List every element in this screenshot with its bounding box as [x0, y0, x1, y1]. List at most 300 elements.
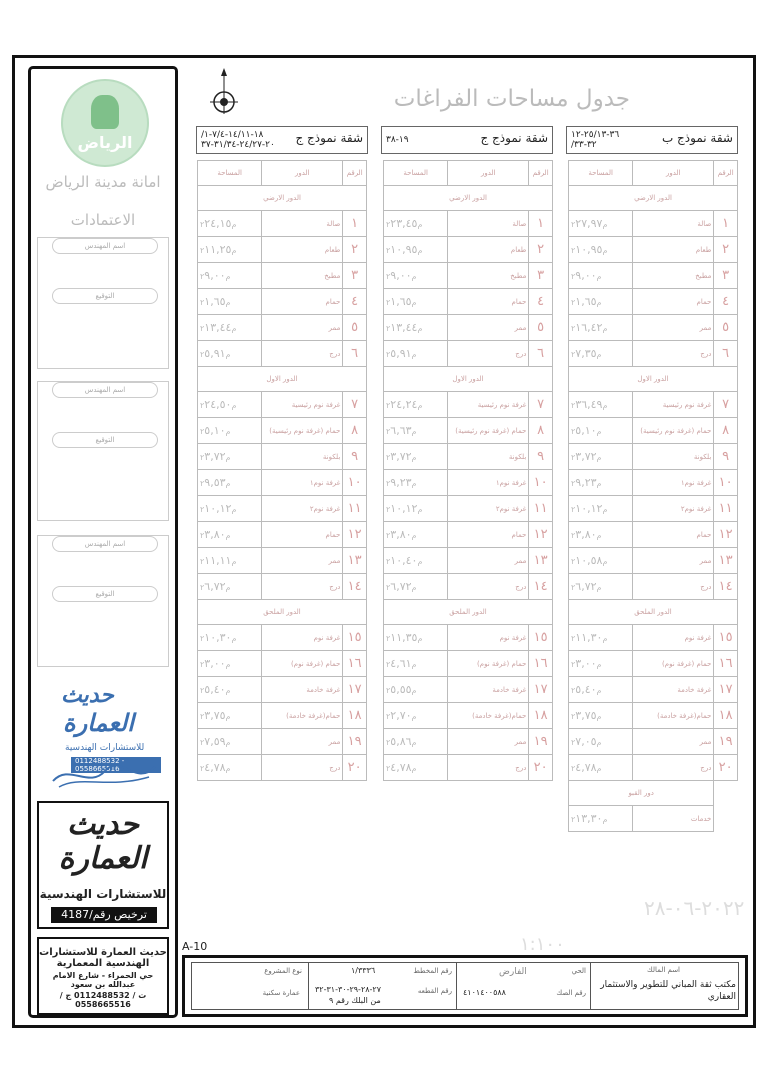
area-cell [569, 522, 633, 548]
area-cell [198, 729, 262, 755]
area-cell [569, 548, 633, 574]
section-title-basement: دور القبو [569, 781, 714, 806]
room-name: غرفة نوم رئيسية [633, 392, 714, 418]
area-cell [384, 289, 448, 315]
area-value: ١٦,٤٢ [575, 321, 603, 334]
area-value: ١,٦٥ [204, 295, 226, 308]
row-number: ٧ [343, 392, 367, 418]
area-value: ٥,٤٠ [204, 683, 226, 696]
contact-phones: ت / 0112488532 ج / 0558665516 [59, 991, 147, 1009]
row-number: ٧ [714, 392, 738, 418]
unit-label: م٢ [386, 634, 423, 643]
unit-label: م٢ [571, 583, 602, 592]
brand-line-2: العمارة [58, 841, 148, 876]
district-cell [456, 963, 590, 1009]
area-value: ٩,٢٣ [390, 476, 412, 489]
unit-label: م٢ [571, 427, 602, 436]
area-value: ١١,٢٥ [204, 243, 232, 256]
row-number: ١٥ [343, 625, 367, 651]
unit-label: م٢ [571, 738, 602, 747]
unit-label: م٢ [200, 324, 237, 333]
table-row [198, 729, 367, 755]
project-label: نوع المشروع [264, 967, 302, 975]
area-cell [198, 444, 262, 470]
room-name: مطبخ [448, 263, 529, 289]
area-cell [384, 444, 448, 470]
area-value: ١٠,٩٥ [390, 243, 418, 256]
section-row [198, 186, 367, 211]
room-name: ممر [262, 729, 343, 755]
table-row [569, 548, 738, 574]
area-value: ١٠,٣٠ [204, 631, 232, 644]
room-name: درج [262, 755, 343, 781]
area-value: ٣,٨٠ [204, 528, 226, 541]
table-row [384, 418, 553, 444]
unit-label: م٢ [386, 427, 417, 436]
table-row [569, 418, 738, 444]
area-cell [569, 470, 633, 496]
area-value: ٤,٧٨ [204, 761, 226, 774]
row-number: ٣ [343, 263, 367, 289]
area-cell [198, 625, 262, 651]
room-name: درج [448, 341, 529, 367]
unit-label: م٢ [386, 764, 417, 773]
unit-label: م٢ [571, 815, 608, 824]
unit-label: م٢ [386, 453, 417, 462]
room-name: درج [448, 574, 529, 600]
unit-label: م٢ [571, 634, 608, 643]
room-name: غرفة نوم١ [448, 470, 529, 496]
room-name: حمام [262, 522, 343, 548]
municipality-name: امانة مدينة الرياض [45, 173, 161, 191]
room-name: ممر [262, 548, 343, 574]
section-title-annex: الدور الملحق [384, 600, 553, 625]
table-row [198, 574, 367, 600]
table-row [384, 341, 553, 367]
engineer-label: اسم المهندس [52, 238, 158, 254]
row-number: ٦ [343, 341, 367, 367]
area-cell [384, 341, 448, 367]
table-row [384, 211, 553, 237]
signature-label: التوقيع [52, 432, 158, 448]
area-cell [569, 237, 633, 263]
drawing-date: ٢٠٢٢-٠٦-٢٨ [644, 896, 745, 920]
unit-label: م٢ [386, 738, 417, 747]
area-value: ٢٤,١٥ [204, 217, 232, 230]
area-cell [198, 211, 262, 237]
section-row [569, 600, 738, 625]
area-value: ٧,٠٥ [575, 735, 597, 748]
area-cell [384, 574, 448, 600]
unit-label: م٢ [571, 220, 608, 229]
area-value: ٢٤,٢٤ [390, 398, 418, 411]
table-row [569, 444, 738, 470]
unit-label: م٢ [386, 479, 417, 488]
area-value: ٣,٧٥ [575, 709, 597, 722]
signature-scribble-icon [49, 759, 159, 791]
area-cell [569, 755, 633, 781]
unit-label: م٢ [571, 350, 602, 359]
unit-label: م٢ [200, 557, 237, 566]
area-value: ٢٧,٩٧ [575, 217, 603, 230]
row-number: ٥ [714, 315, 738, 341]
table-header-row [198, 161, 367, 186]
room-name: حمام (غرفة نوم رئيسية) [633, 418, 714, 444]
section-title-first: الدور الاول [569, 367, 738, 392]
area-value: ١٣,٤٤ [204, 321, 232, 334]
row-number: ٢٠ [714, 755, 738, 781]
area-cell [384, 496, 448, 522]
approval-box-1 [37, 237, 169, 369]
column-header-floor: الدور [633, 161, 714, 186]
owner-label: اسم المالك [647, 966, 680, 974]
area-cell [569, 263, 633, 289]
section-row [569, 367, 738, 392]
room-name: مطبخ [262, 263, 343, 289]
space-table-c1 [383, 160, 553, 781]
area-cell [569, 703, 633, 729]
column-header-num: الرقم [343, 161, 367, 186]
table-header-row [384, 161, 553, 186]
area-value: ٥,٥٥ [390, 683, 412, 696]
room-name: غرفة نوم رئيسية [448, 392, 529, 418]
area-value: ٥,١٠ [204, 424, 226, 437]
unit-label: م٢ [386, 350, 417, 359]
table-row [198, 418, 367, 444]
stamp-line-4: 0112488532 - 0558665516 [71, 757, 161, 773]
table-row [569, 729, 738, 755]
table-row [569, 392, 738, 418]
area-cell [384, 418, 448, 444]
column-header-area: المساحة [384, 161, 448, 186]
row-number: ١٧ [343, 677, 367, 703]
room-name: حمام (غرفة نوم) [633, 651, 714, 677]
row-number: ١٨ [529, 703, 553, 729]
area-cell [198, 574, 262, 600]
room-name: طعام [448, 237, 529, 263]
room-name: بلكونة [262, 444, 343, 470]
area-value: ٦,٧٢ [390, 580, 412, 593]
unit-label: م٢ [386, 401, 423, 410]
row-number: ٤ [529, 289, 553, 315]
license-number: ترخيص رقم/4187 [51, 907, 157, 923]
area-cell [198, 651, 262, 677]
area-value: ٥,٨٦ [390, 735, 412, 748]
section-row [198, 367, 367, 392]
section-title-first: الدور الاول [198, 367, 367, 392]
area-value: ٧,٣٥ [575, 347, 597, 360]
table-row [384, 755, 553, 781]
area-cell [384, 548, 448, 574]
area-cell [198, 470, 262, 496]
row-number: ١٤ [343, 574, 367, 600]
stamp-line-2: العمارة [63, 709, 134, 737]
room-name: حمام(غرفة خادمة) [448, 703, 529, 729]
table-row [384, 289, 553, 315]
area-cell [198, 315, 262, 341]
table-row [198, 289, 367, 315]
room-name: غرفة نوم [262, 625, 343, 651]
room-name: غرفة نوم [633, 625, 714, 651]
room-name: حمام (غرفة نوم) [448, 651, 529, 677]
table-row [569, 289, 738, 315]
page-title: جدول مساحات الفراغات [393, 86, 630, 112]
row-number: ١٧ [529, 677, 553, 703]
area-cell [198, 703, 262, 729]
row-number: ١١ [529, 496, 553, 522]
unit-label: م٢ [571, 557, 608, 566]
table-row [198, 444, 367, 470]
row-number: ٢ [714, 237, 738, 263]
area-value: ٣٦,٤٩ [575, 398, 603, 411]
room-name: حمام(غرفة خادمة) [262, 703, 343, 729]
table-row [569, 625, 738, 651]
table-row [198, 237, 367, 263]
room-name: طعام [262, 237, 343, 263]
owner-value: مكتب ثقة المباني للتطوير والاستثمار العقاري [600, 980, 736, 1002]
room-name: غرفة نوم [448, 625, 529, 651]
area-value: ٣,٨٠ [390, 528, 412, 541]
unit-label: م٢ [571, 660, 602, 669]
unit-label: م٢ [200, 764, 231, 773]
room-name: ممر [633, 729, 714, 755]
area-value: ١٣,٤٤ [390, 321, 418, 334]
table-row [569, 263, 738, 289]
plot-label: رقم القطعه [417, 987, 452, 995]
room-name: درج [633, 574, 714, 600]
area-value: ٣,٧٢ [390, 450, 412, 463]
district-value: الفارض [499, 967, 527, 977]
room-name: درج [448, 755, 529, 781]
area-value: ٦,٧٢ [575, 580, 597, 593]
room-name: بلكونة [448, 444, 529, 470]
unit-label: م٢ [571, 246, 608, 255]
area-cell [198, 677, 262, 703]
area-cell [569, 677, 633, 703]
plan-label: رقم المخطط [413, 967, 452, 975]
table-row [384, 237, 553, 263]
table-header-row [569, 161, 738, 186]
row-number: ٣ [714, 263, 738, 289]
area-value: ١٠,٤٠ [390, 554, 418, 567]
area-value: ٤,٧٨ [390, 761, 412, 774]
area-value: ٣,٠٠ [204, 657, 226, 670]
area-cell [569, 651, 633, 677]
north-arrow-icon [204, 68, 244, 116]
room-name: بلكونة [633, 444, 714, 470]
project-value: عمارة سكنية [262, 989, 300, 997]
area-cell [198, 263, 262, 289]
area-value: ٢,٧٠ [390, 709, 412, 722]
table-header-c2 [196, 126, 368, 154]
approval-box-3 [37, 535, 169, 667]
area-value: ٢٤,٥٠ [204, 398, 232, 411]
row-number: ١٣ [714, 548, 738, 574]
area-value: ١١,١١ [204, 554, 232, 567]
unit-label: م٢ [200, 246, 237, 255]
section-title-ground: الدور الارضي [569, 186, 738, 211]
brand-line-1: حديث [66, 807, 140, 842]
section-title-first: الدور الاول [384, 367, 553, 392]
brand-block [37, 801, 169, 929]
area-cell [384, 651, 448, 677]
area-cell [384, 211, 448, 237]
owner-cell [590, 963, 740, 1009]
room-name: حمام (غرفة نوم رئيسية) [262, 418, 343, 444]
area-value: ٤,٦١ [390, 657, 412, 670]
unit-label: م٢ [571, 712, 602, 721]
area-value: ١,٦٥ [390, 295, 412, 308]
unit-label: م٢ [200, 583, 231, 592]
row-number: ٢ [529, 237, 553, 263]
area-value: ٣,٧٢ [204, 450, 226, 463]
row-number: ١٢ [529, 522, 553, 548]
row-number: ٣ [529, 263, 553, 289]
room-name: حمام [448, 522, 529, 548]
table-row [384, 703, 553, 729]
column-header-area: المساحة [569, 161, 633, 186]
title-block-inner [191, 962, 739, 1010]
row-number: ١٠ [714, 470, 738, 496]
room-name: درج [633, 341, 714, 367]
logo-word: الرياض [77, 133, 133, 152]
room-name: درج [262, 574, 343, 600]
unit-label: م٢ [571, 764, 602, 773]
drawing-scale: ١:١٠٠ [520, 934, 565, 955]
brand-line-3: للاستشارات الهندسية [39, 887, 167, 901]
table-row [384, 496, 553, 522]
table-row [198, 341, 367, 367]
room-name: غرفة نوم٢ [448, 496, 529, 522]
plot-value: ٢٧-٢٨-٢٩-٣٠-٣١-٣٢ [315, 985, 382, 994]
row-number: ٨ [343, 418, 367, 444]
unit-label: م٢ [200, 531, 231, 540]
row-number: ١٨ [714, 703, 738, 729]
unit-label: م٢ [200, 453, 231, 462]
area-cell [569, 806, 633, 832]
row-number: ١٦ [343, 651, 367, 677]
table-row [198, 263, 367, 289]
table-row [384, 677, 553, 703]
row-number: ١١ [714, 496, 738, 522]
area-value: ١٠,١٢ [575, 502, 603, 515]
room-name: غرفة خادمة [262, 677, 343, 703]
room-name: ممر [448, 548, 529, 574]
area-cell [384, 522, 448, 548]
area-cell [198, 496, 262, 522]
area-cell [198, 392, 262, 418]
row-number: ١٠ [343, 470, 367, 496]
unit-label: م٢ [200, 401, 237, 410]
table-header-values: ٣٦-٢٥/١٣-١٢ /٣٢-٣٣ [571, 130, 620, 150]
section-title-annex: الدور الملحق [569, 600, 738, 625]
row-number: ١١ [343, 496, 367, 522]
row-number: ١٦ [714, 651, 738, 677]
area-cell [384, 703, 448, 729]
table-row [384, 548, 553, 574]
section-title-annex: الدور الملحق [198, 600, 367, 625]
table-header-values: ١٩-٣٨ [386, 135, 409, 145]
unit-label: م٢ [386, 531, 417, 540]
area-value: ٧,٥٩ [204, 735, 226, 748]
row-number: ١٤ [714, 574, 738, 600]
area-value: ١١,٣٠ [575, 631, 603, 644]
section-row [569, 186, 738, 211]
table-row [569, 237, 738, 263]
room-name: غرفة نوم١ [262, 470, 343, 496]
room-name: غرفة نوم١ [633, 470, 714, 496]
row-number: ٩ [714, 444, 738, 470]
unit-label: م٢ [571, 453, 602, 462]
table-header-c1 [381, 126, 553, 154]
area-cell [198, 522, 262, 548]
area-cell [569, 315, 633, 341]
section-title-ground: الدور الارضي [198, 186, 367, 211]
table-row [569, 522, 738, 548]
table-row [569, 211, 738, 237]
area-value: ٦,٦٣ [390, 424, 412, 437]
plan-value: ١/٣٣٣٦ [351, 966, 376, 975]
table-row [198, 703, 367, 729]
table-row [384, 392, 553, 418]
unit-label: م٢ [200, 220, 237, 229]
district-label: الحي [571, 967, 586, 975]
unit-label: م٢ [200, 479, 231, 488]
area-value: ٤,٧٨ [575, 761, 597, 774]
column-header-floor: الدور [448, 161, 529, 186]
unit-label: م٢ [571, 531, 602, 540]
unit-label: م٢ [200, 660, 231, 669]
section-row [384, 367, 553, 392]
table-row [384, 263, 553, 289]
row-number: ١ [714, 211, 738, 237]
area-value: ١٣,٣٠ [575, 812, 603, 825]
table-row [384, 444, 553, 470]
table-row [569, 806, 738, 832]
room-name: غرفة نوم٢ [262, 496, 343, 522]
row-number: ١ [529, 211, 553, 237]
space-table-c2 [197, 160, 367, 781]
row-number: ١٣ [529, 548, 553, 574]
table-row [198, 651, 367, 677]
project-cell [192, 963, 308, 1009]
row-number: ١٢ [714, 522, 738, 548]
room-name: غرفة خادمة [633, 677, 714, 703]
row-number: ٧ [529, 392, 553, 418]
table-row [384, 522, 553, 548]
area-cell [198, 289, 262, 315]
area-cell [384, 470, 448, 496]
area-cell [384, 755, 448, 781]
column-header-num: الرقم [714, 161, 738, 186]
area-cell [569, 729, 633, 755]
row-number: ٩ [343, 444, 367, 470]
table-row [569, 315, 738, 341]
unit-label: م٢ [571, 479, 602, 488]
row-number: ١٩ [714, 729, 738, 755]
area-value: ٥,٩١ [390, 347, 412, 360]
area-value: ٩,٥٣ [204, 476, 226, 489]
area-value: ٣,٠٠ [575, 657, 597, 670]
section-row [198, 600, 367, 625]
room-name: درج [633, 755, 714, 781]
room-name: خدمات [633, 806, 714, 832]
deed-value: ٤١٠١٤٠٠٥٨٨ [463, 988, 506, 997]
column-header-num: الرقم [529, 161, 553, 186]
area-cell [384, 625, 448, 651]
table-row [198, 392, 367, 418]
table-row [198, 625, 367, 651]
